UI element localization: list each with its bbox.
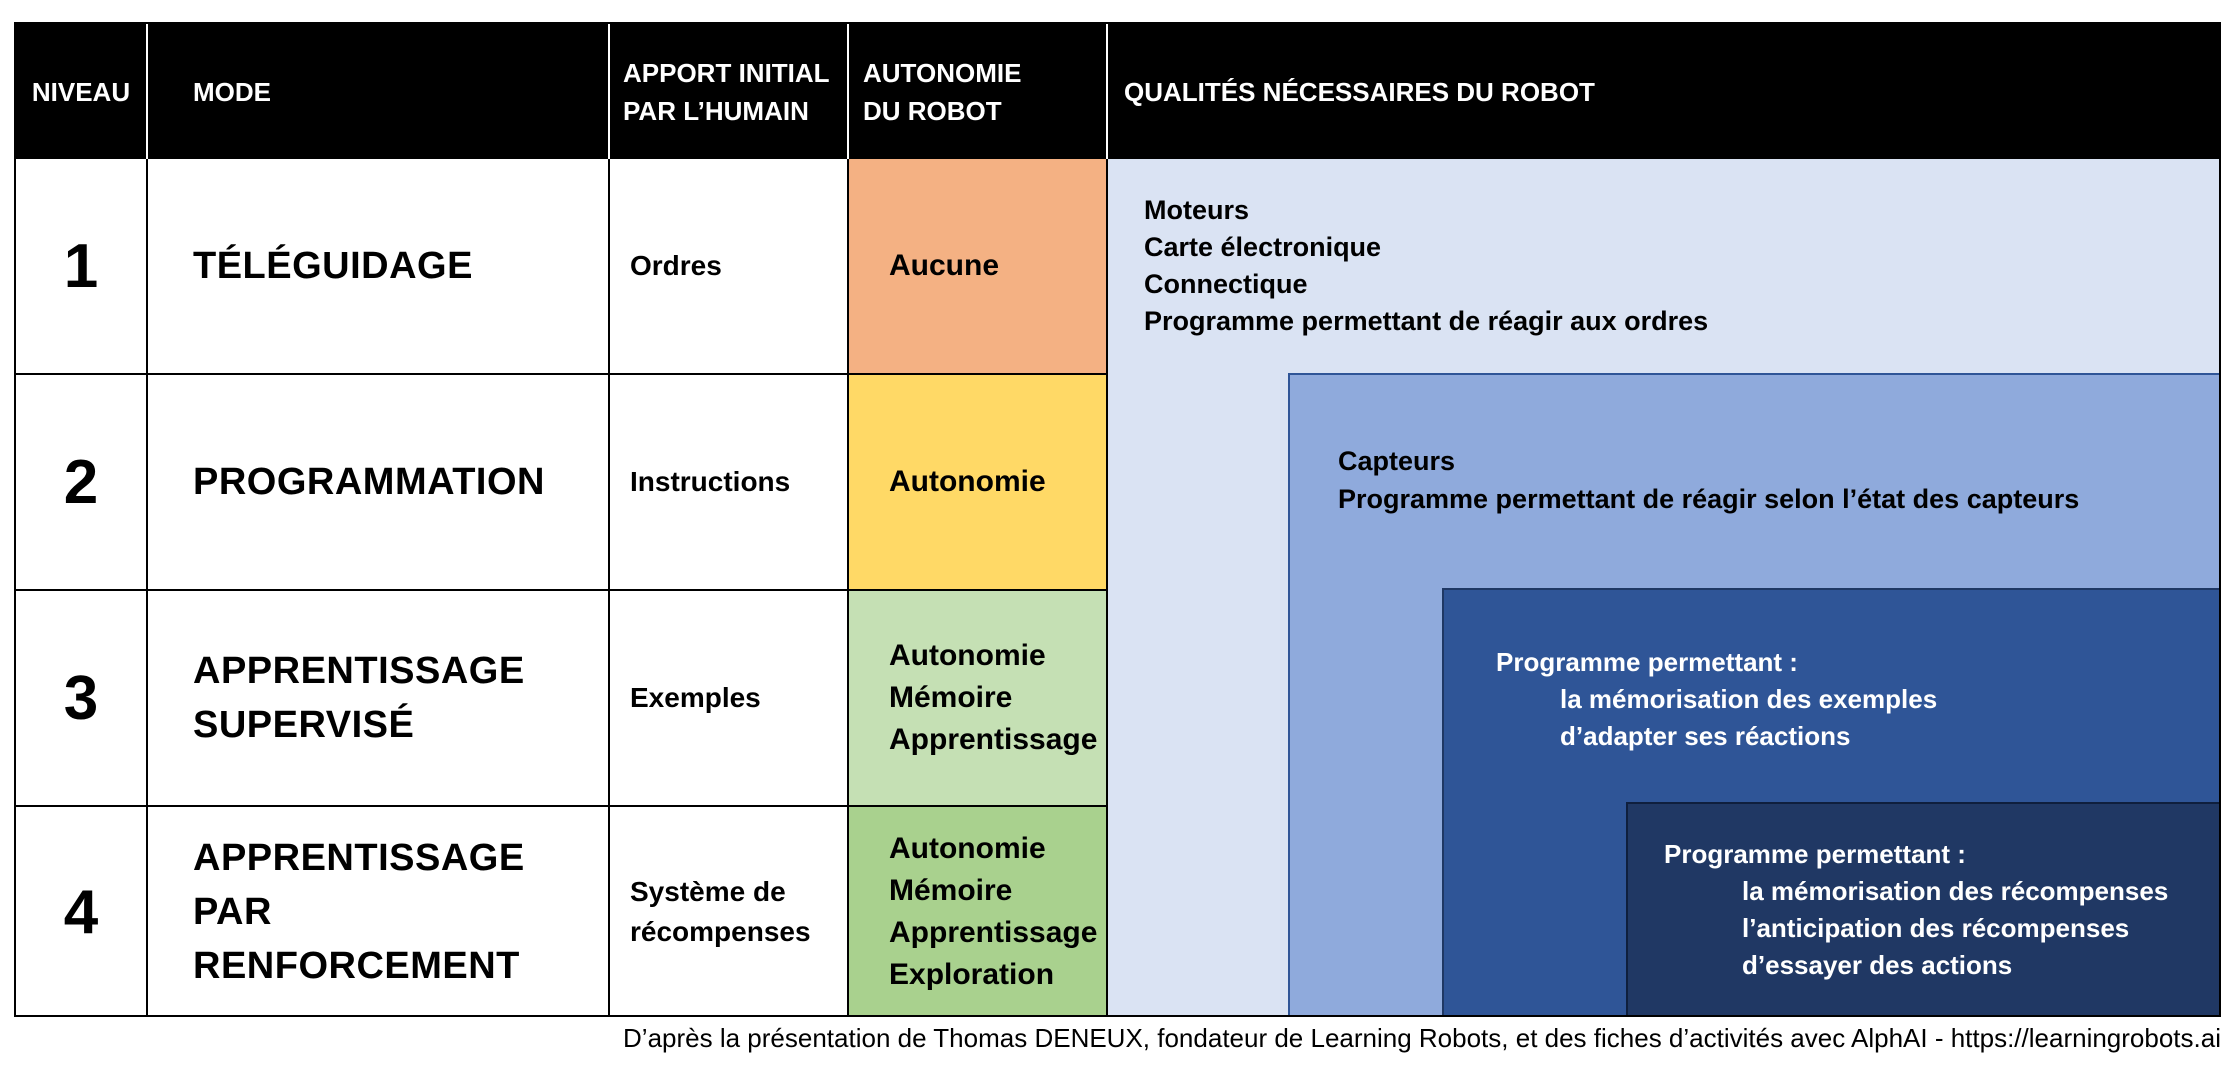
level-number: 4 <box>63 877 99 947</box>
table-row-level2 <box>16 375 1106 589</box>
table-row-level4 <box>16 807 1106 1017</box>
autonomie-cell: Aucune <box>849 159 1106 373</box>
autonomie-cell: Autonomie <box>849 375 1106 589</box>
apport-cell: Système de récompenses <box>630 876 811 947</box>
table-row-level3 <box>16 591 1106 805</box>
mode-cell: APPRENTISSAGE SUPERVISÉ <box>193 650 525 746</box>
quality-text-level4: Programme permettant : la mémorisation des récompenses l’anticipation des récompenses d’essayer des actions <box>1664 839 2169 980</box>
apport-cell: Ordres <box>630 250 722 281</box>
robot-levels-table <box>14 22 2221 1017</box>
level-number: 3 <box>63 663 99 733</box>
column-divider <box>1106 159 1108 1017</box>
apport-cell: Exemples <box>630 682 761 713</box>
level-number: 2 <box>63 447 99 517</box>
mode-cell: APPRENTISSAGE PAR RENFORCEMENT <box>193 837 525 987</box>
table-row-level1 <box>16 159 1106 373</box>
mode-cell: TÉLÉGUIDAGE <box>193 245 473 287</box>
header-apport: APPORT INITIAL PAR L’HUMAIN <box>623 57 830 126</box>
header-niveau: NIVEAU <box>31 76 131 107</box>
header-qualites: QUALITÉS NÉCESSAIRES DU ROBOT <box>1124 76 1595 107</box>
quality-text-level1: Moteurs Carte électronique Connectique Programme permettant de réagir aux ordres <box>1144 195 1709 336</box>
mode-cell: PROGRAMMATION <box>193 461 545 503</box>
source-credit: D’après la présentation de Thomas DENEUX, fondateur de Learning Robots, et des fiches d’activités avec AlphAI - https://learningrobots.ai <box>623 1023 2221 1053</box>
apport-cell: Instructions <box>630 466 791 497</box>
header-autonomie: AUTONOMIE DU ROBOT <box>863 57 1022 126</box>
level-number: 1 <box>63 231 99 301</box>
table-header <box>16 24 2219 159</box>
autonomie-cell: Autonomie Mémoire Apprentissage <box>849 591 1106 805</box>
header-mode: MODE <box>193 76 271 107</box>
quality-text-level3: Programme permettant : la mémorisation des exemples d’adapter ses réactions <box>1496 647 1938 751</box>
quality-text-level2: Capteurs Programme permettant de réagir selon l’état des capteurs <box>1338 446 2080 514</box>
autonomie-cell: Autonomie Mémoire Apprentissage Exploration <box>849 807 1106 1017</box>
